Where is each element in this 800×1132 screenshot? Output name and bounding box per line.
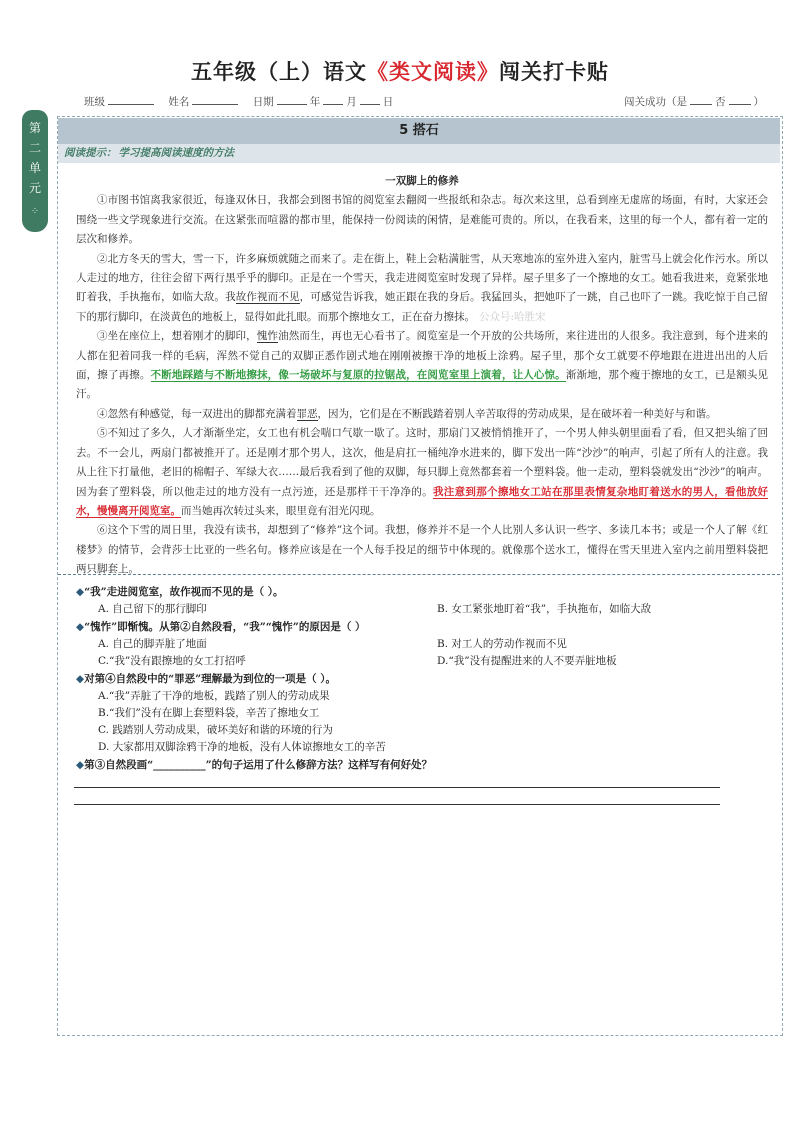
lesson-title: 5 搭石 — [58, 118, 780, 144]
title-checkin: 闯关打卡贴 — [499, 60, 609, 84]
option[interactable]: B. 对工人的劳动作视而不见 — [437, 638, 567, 650]
option[interactable]: A. 自己的脚弄脏了地面 — [98, 638, 207, 650]
p4-text: ，因为，它们是在不断践踏着别人辛苦取得的劳动成果，是在破坏着一种美好与和谐。 — [317, 407, 717, 420]
answer-line[interactable] — [74, 771, 720, 788]
option[interactable]: A.“我”弄脏了干净的地板，践踏了别人的劳动成果 — [98, 690, 330, 702]
tip-label: 阅读提示： — [64, 147, 117, 159]
question-3-options — [76, 688, 776, 756]
question-text: 对第④自然段中的“罪恶”理解最为到位的一项是（ ）。 — [84, 673, 337, 685]
p2-underline: 故作视而不见 — [235, 291, 300, 304]
name-field[interactable] — [192, 94, 238, 105]
question-3 — [76, 671, 776, 688]
unit-char: 单 — [28, 161, 41, 175]
paragraph-5 — [76, 424, 768, 521]
diamond-icon: ◆ — [76, 673, 85, 685]
paragraph-6: ⑥这个下雪的周日里，我没有读书，却想到了“修养”这个词。我想，修养并不是一个人比别人多认识一些字、多读几本书；或是一个人了解《红楼梦》的情节，会背莎士比亚的一些名句。修养应该是在一个人每手投足的细节中体现的。就像那个送水工，懂得在雪天里进入室内之前用塑料袋把两只脚套上。 — [76, 524, 768, 576]
p3-text: 油然而生，再也无心看书了。阅览室是一个开放的公共场所，来往进出的人很多。我注意到，每个进来的人都在犯着同我一样的毛病，浑然不觉自己的双脚正悉作剧式地在刚刚被擦干净的地板上涂鸦。屋子里，那个女工就要不停地跟在进进出出的人后面，擦了再擦。 — [76, 330, 769, 382]
diamond-icon: ◆ — [76, 621, 85, 633]
pass-no-field[interactable] — [729, 94, 751, 105]
pass-yes-label: 闯关成功（是 — [624, 96, 687, 108]
title-book: 《类文阅读》 — [367, 60, 499, 84]
p2-text: ，可感觉告诉我，她正跟在我的身后。我猛回头，把她吓了一跳，自己也吓了一跳。我吃惊于自己留下的那行脚印，在淡黄色的地板上，显得如此扎眼。而那个擦地女工，正在奋力擦抹。 — [76, 291, 769, 323]
p5-highlight: 我注意到那个擦地女工站在那里表情复杂地盯着送水的男人，看他放好水，慢慢离开阅览室。 — [76, 485, 769, 517]
p3-underline: 愧怍 — [256, 330, 279, 343]
class-field[interactable] — [108, 94, 154, 105]
class-label: 班级 — [84, 96, 105, 108]
worksheet-title — [0, 56, 800, 86]
p4-text: ④忽然有种感觉，每一双进出的脚都充满着 — [97, 407, 297, 420]
title-grade: 五年级（上）语文 — [191, 60, 367, 84]
diamond-icon: ◆ — [76, 586, 85, 598]
p3-highlight: 不断地踩踏与不断地擦抹，像一场破坏与复原的拉锯战，在阅览室里上演着，让人心惊。 — [150, 369, 566, 382]
paragraph-4 — [76, 405, 768, 424]
pass-status — [624, 94, 764, 109]
unit-char: 第 — [28, 121, 41, 135]
day-label: 日 — [382, 96, 394, 108]
p3-text: ③坐在座位上，想着刚才的脚印， — [97, 330, 257, 343]
option[interactable]: B.“我们”没有在脚上套塑料袋，辛苦了擦地女工 — [98, 707, 320, 719]
question-2-options — [76, 636, 776, 670]
paragraph-1: ①市图书馆离我家很近，每逢双休日，我都会到图书馆的阅览室去翻阅一些报纸和杂志。每次来这里，总看到座无虚席的场面，有时，大家还会围绕一些文学现象进行交流。在这紧张而喧嚣的都市里，能保持一份阅读的闲情，是难能可贵的。所以，在我看来，这里的每一个人，都有着一定的层次和修养。 — [76, 194, 768, 246]
option[interactable]: A. 自己留下的那行脚印 — [98, 603, 207, 615]
pass-yes-field[interactable] — [690, 94, 712, 105]
diamond-icon: ◆ — [76, 759, 85, 771]
date-label: 日期 — [252, 96, 274, 108]
pass-close: ） — [753, 96, 764, 108]
option[interactable]: D.“我”没有提醒进来的人不要弄脏地板 — [437, 655, 617, 667]
section-divider — [58, 574, 780, 575]
reading-tip — [58, 144, 780, 163]
info-row — [84, 94, 764, 109]
unit-char: 元 — [28, 181, 41, 195]
year-label: 年 — [309, 96, 321, 108]
option[interactable]: C. 践踏别人劳动成果，破坏美好和谐的环境的行为 — [98, 724, 333, 736]
name-label: 姓名 — [168, 96, 190, 108]
tip-text: 学习提高阅读速度的方法 — [118, 147, 234, 159]
paragraph-2 — [76, 250, 768, 328]
question-2 — [76, 619, 776, 636]
question-section — [76, 583, 776, 774]
p2-text: ②北方冬天的雪大，雪一下，许多麻烦就随之而来了。走在街上，鞋上会粘满脏雪，从天寒地冻的室外进入室内，脏雪马上就会化作污水。所以人走过的地方，往往会留下两行黑乎乎的脚印。正是在一个雪天，我走进阅览室时发现了异样。屋子里多了一个擦地的女工。她看我进来，竟紧张地盯着我，手执拖布，如临大敌。我 — [76, 252, 768, 304]
unit-char: 二 — [28, 141, 41, 155]
answer-line[interactable] — [74, 788, 720, 805]
p4-underline: 罪恶 — [296, 407, 318, 420]
reading-passage — [76, 172, 768, 580]
p5-text: 而当她再次转过头来，眼里竟有泪光闪现。 — [181, 504, 381, 517]
unit-side-tab — [22, 110, 48, 232]
question-text: “愧怍”即惭愧。从第②自然段看，“我”“愧怍”的原因是（ ） — [84, 621, 366, 633]
watermark: 公众号:哈胜宋 — [479, 310, 546, 323]
year-field[interactable] — [277, 94, 307, 105]
answer-lines[interactable] — [74, 771, 720, 805]
passage-title: 一双脚上的修养 — [385, 175, 459, 187]
question-1-options — [76, 601, 776, 618]
month-field[interactable] — [323, 94, 343, 105]
option[interactable]: C.“我”没有跟擦地的女工打招呼 — [98, 655, 246, 667]
question-text: “我”走进阅览室，故作视而不见的是（ ）。 — [84, 586, 284, 598]
paragraph-3 — [76, 327, 768, 405]
pass-no-label: 否 — [715, 96, 726, 108]
day-field[interactable] — [360, 94, 380, 105]
month-label: 月 — [346, 96, 357, 108]
p5-text: ⑤不知过了多久，人才渐渐坐定，女工也有机会喘口气歇一歇了。这时，那扇门又被悄悄推开了，一个男人伸头朝里面看了看，但又把头缩了回去。不一会儿，两扇门都被推开了。还是刚才那个男人，这次，他是肩扛一桶纯净水进来的，脚下发出一阵“沙沙”的响声，引起了所有人的注意。我从上往下打量他，老旧的棉帽子、军绿大衣……最后我看到了他的双脚，每只脚上竟然都套着一个塑料袋。他一走动，塑料袋就发出“沙沙”的响声。因为套了塑料袋，所以他走过的地方没有一点污迹，还是那样干干净净的。 — [76, 427, 768, 498]
p3-text: 渐渐地，那个瘦于擦地的女工，已是额头见汗。 — [76, 369, 769, 401]
option[interactable]: D. 大家都用双脚涂鸦干净的地板，没有人体谅擦地女工的辛苦 — [98, 741, 386, 753]
question-1 — [76, 584, 776, 601]
question-text: 第③自然段画“__________”的句子运用了什么修辞方法？这样写有何好处？ — [84, 759, 433, 771]
option[interactable]: B. 女工紧张地盯着“我”，手执拖布，如临大敌 — [437, 603, 652, 615]
decor-dots-icon: ⁘ — [30, 206, 40, 217]
